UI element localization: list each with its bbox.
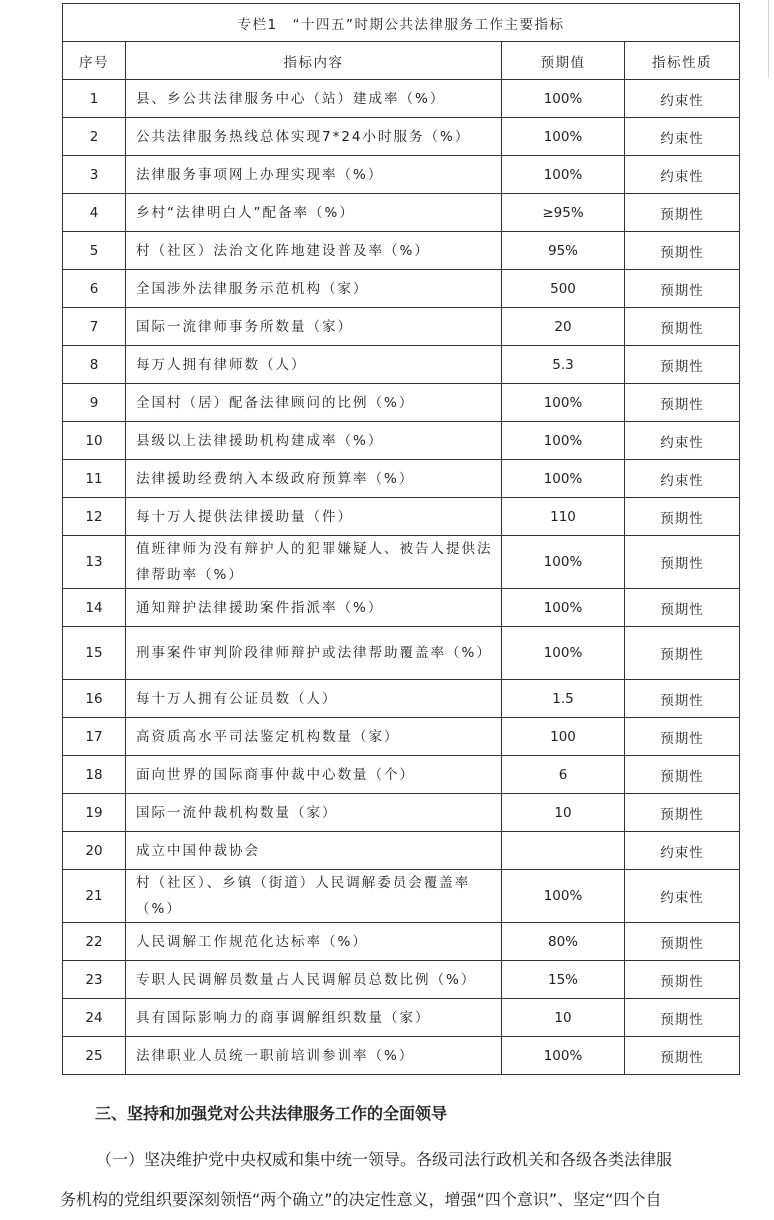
expected-value-cell: 20: [502, 308, 625, 346]
indicator-content-cell: 成立中国仲裁协会: [126, 832, 502, 870]
header-content: 指标内容: [126, 42, 502, 80]
serial-cell: 17: [63, 718, 126, 756]
table-row: [63, 80, 740, 118]
indicator-type-cell: 预期性: [625, 232, 740, 270]
table-row: [63, 999, 740, 1037]
serial-cell: 4: [63, 194, 126, 232]
expected-value-cell: 100%: [502, 627, 625, 680]
table-row: [63, 832, 740, 870]
expected-value-cell: 100%: [502, 422, 625, 460]
table-row: [63, 194, 740, 232]
expected-value-cell: 100%: [502, 156, 625, 194]
expected-value-cell: 110: [502, 498, 625, 536]
indicators-table: [62, 3, 740, 1075]
indicator-content-cell: 每万人拥有律师数（人）: [126, 346, 502, 384]
expected-value-cell: ≥95%: [502, 194, 625, 232]
indicator-type-cell: 约束性: [625, 832, 740, 870]
serial-cell: 14: [63, 589, 126, 627]
indicator-content-cell: 县级以上法律援助机构建成率（%）: [126, 422, 502, 460]
indicator-content-cell: 值班律师为没有辩护人的犯罪嫌疑人、被告人提供法律帮助率（%）: [126, 536, 502, 589]
serial-cell: 24: [63, 999, 126, 1037]
table-row: [63, 627, 740, 680]
table-row: [63, 961, 740, 999]
expected-value-cell: 100%: [502, 536, 625, 589]
indicator-content-cell: 国际一流仲裁机构数量（家）: [126, 794, 502, 832]
header-indicator-type: 指标性质: [625, 42, 740, 80]
indicator-content-cell: 乡村“法律明白人”配备率（%）: [126, 194, 502, 232]
section-heading: 三、坚持和加强党对公共法律服务工作的全面领导: [95, 1104, 448, 1123]
table-row: [63, 346, 740, 384]
serial-cell: 16: [63, 680, 126, 718]
indicator-content-cell: 具有国际影响力的商事调解组织数量（家）: [126, 999, 502, 1037]
serial-cell: 21: [63, 870, 126, 923]
indicator-type-cell: 预期性: [625, 923, 740, 961]
expected-value-cell: [502, 832, 625, 870]
serial-cell: 15: [63, 627, 126, 680]
indicator-type-cell: 预期性: [625, 346, 740, 384]
table-row: [63, 589, 740, 627]
table-row: [63, 118, 740, 156]
expected-value-cell: 100%: [502, 589, 625, 627]
indicator-content-cell: 高资质高水平司法鉴定机构数量（家）: [126, 718, 502, 756]
table-caption: 专栏1 “十四五”时期公共法律服务工作主要指标: [63, 4, 740, 42]
expected-value-cell: 100%: [502, 118, 625, 156]
serial-cell: 7: [63, 308, 126, 346]
page-edge-rule: [768, 0, 769, 78]
indicator-type-cell: 预期性: [625, 498, 740, 536]
table-row: [63, 384, 740, 422]
expected-value-cell: 80%: [502, 923, 625, 961]
expected-value-cell: 500: [502, 270, 625, 308]
expected-value-cell: 100: [502, 718, 625, 756]
indicator-type-cell: 预期性: [625, 718, 740, 756]
expected-value-cell: 5.3: [502, 346, 625, 384]
indicator-content-cell: 面向世界的国际商事仲裁中心数量（个）: [126, 756, 502, 794]
serial-cell: 23: [63, 961, 126, 999]
expected-value-cell: 95%: [502, 232, 625, 270]
indicator-content-cell: 全国涉外法律服务示范机构（家）: [126, 270, 502, 308]
indicator-type-cell: 预期性: [625, 589, 740, 627]
table-row: [63, 498, 740, 536]
indicator-content-cell: 国际一流律师事务所数量（家）: [126, 308, 502, 346]
indicator-type-cell: 约束性: [625, 156, 740, 194]
serial-cell: 25: [63, 1037, 126, 1075]
table-row: [63, 156, 740, 194]
indicator-content-cell: 法律服务事项网上办理实现率（%）: [126, 156, 502, 194]
expected-value-cell: 100%: [502, 460, 625, 498]
indicator-content-cell: 村（社区）、乡镇（街道）人民调解委员会覆盖率（%）: [126, 870, 502, 923]
serial-cell: 9: [63, 384, 126, 422]
expected-value-cell: 1.5: [502, 680, 625, 718]
serial-cell: 22: [63, 923, 126, 961]
serial-cell: 1: [63, 80, 126, 118]
table-row: [63, 1037, 740, 1075]
serial-cell: 13: [63, 536, 126, 589]
table-row: [63, 460, 740, 498]
indicator-type-cell: 约束性: [625, 118, 740, 156]
expected-value-cell: 10: [502, 794, 625, 832]
indicator-content-cell: 法律援助经费纳入本级政府预算率（%）: [126, 460, 502, 498]
indicator-type-cell: 预期性: [625, 270, 740, 308]
table-row: [63, 923, 740, 961]
expected-value-cell: 15%: [502, 961, 625, 999]
indicator-type-cell: 预期性: [625, 756, 740, 794]
indicator-type-cell: 预期性: [625, 794, 740, 832]
indicator-content-cell: 村（社区）法治文化阵地建设普及率（%）: [126, 232, 502, 270]
serial-cell: 8: [63, 346, 126, 384]
table-row: [63, 870, 740, 923]
indicator-type-cell: 预期性: [625, 961, 740, 999]
expected-value-cell: 6: [502, 756, 625, 794]
indicator-type-cell: 预期性: [625, 536, 740, 589]
serial-cell: 11: [63, 460, 126, 498]
indicator-content-cell: 公共法律服务热线总体实现7*24小时服务（%）: [126, 118, 502, 156]
indicator-content-cell: 刑事案件审判阶段律师辩护或法律帮助覆盖率（%）: [126, 627, 502, 680]
serial-cell: 18: [63, 756, 126, 794]
table-row: [63, 422, 740, 460]
indicator-type-cell: 预期性: [625, 680, 740, 718]
body-paragraph: [60, 1140, 750, 1220]
expected-value-cell: 10: [502, 999, 625, 1037]
indicator-type-cell: 预期性: [625, 384, 740, 422]
table-row: [63, 718, 740, 756]
indicator-content-cell: 每十万人提供法律援助量（件）: [126, 498, 502, 536]
expected-value-cell: 100%: [502, 870, 625, 923]
serial-cell: 12: [63, 498, 126, 536]
indicator-type-cell: 约束性: [625, 460, 740, 498]
indicator-content-cell: 通知辩护法律援助案件指派率（%）: [126, 589, 502, 627]
paragraph-line: （一）坚决维护党中央权威和集中统一领导。各级司法行政机关和各级各类法律服: [96, 1150, 673, 1169]
expected-value-cell: 100%: [502, 384, 625, 422]
indicator-type-cell: 预期性: [625, 1037, 740, 1075]
serial-cell: 6: [63, 270, 126, 308]
table-row: [63, 536, 740, 589]
table-row: [63, 270, 740, 308]
table-row: [63, 232, 740, 270]
table-row: [63, 756, 740, 794]
table-row: [63, 794, 740, 832]
indicator-type-cell: 预期性: [625, 194, 740, 232]
expected-value-cell: 100%: [502, 1037, 625, 1075]
indicator-type-cell: 预期性: [625, 308, 740, 346]
indicator-content-cell: 全国村（居）配备法律顾问的比例（%）: [126, 384, 502, 422]
serial-cell: 20: [63, 832, 126, 870]
serial-cell: 10: [63, 422, 126, 460]
serial-cell: 3: [63, 156, 126, 194]
indicator-content-cell: 法律职业人员统一职前培训参训率（%）: [126, 1037, 502, 1075]
header-expected-value: 预期值: [502, 42, 625, 80]
table-row: [63, 308, 740, 346]
indicator-type-cell: 预期性: [625, 999, 740, 1037]
serial-cell: 2: [63, 118, 126, 156]
serial-cell: 19: [63, 794, 126, 832]
indicator-content-cell: 人民调解工作规范化达标率（%）: [126, 923, 502, 961]
table-body: [63, 80, 740, 1075]
indicator-content-cell: 每十万人拥有公证员数（人）: [126, 680, 502, 718]
table-row: [63, 680, 740, 718]
indicator-content-cell: 专职人民调解员数量占人民调解员总数比例（%）: [126, 961, 502, 999]
header-serial: 序号: [63, 42, 126, 80]
serial-cell: 5: [63, 232, 126, 270]
indicator-content-cell: 县、乡公共法律服务中心（站）建成率（%）: [126, 80, 502, 118]
paragraph-line: 务机构的党组织要深刻领悟“两个确立”的决定性意义，增强“四个意识”、坚定“四个自: [60, 1190, 662, 1209]
indicator-type-cell: 预期性: [625, 627, 740, 680]
expected-value-cell: 100%: [502, 80, 625, 118]
indicator-type-cell: 约束性: [625, 80, 740, 118]
indicator-type-cell: 约束性: [625, 870, 740, 923]
indicator-type-cell: 约束性: [625, 422, 740, 460]
